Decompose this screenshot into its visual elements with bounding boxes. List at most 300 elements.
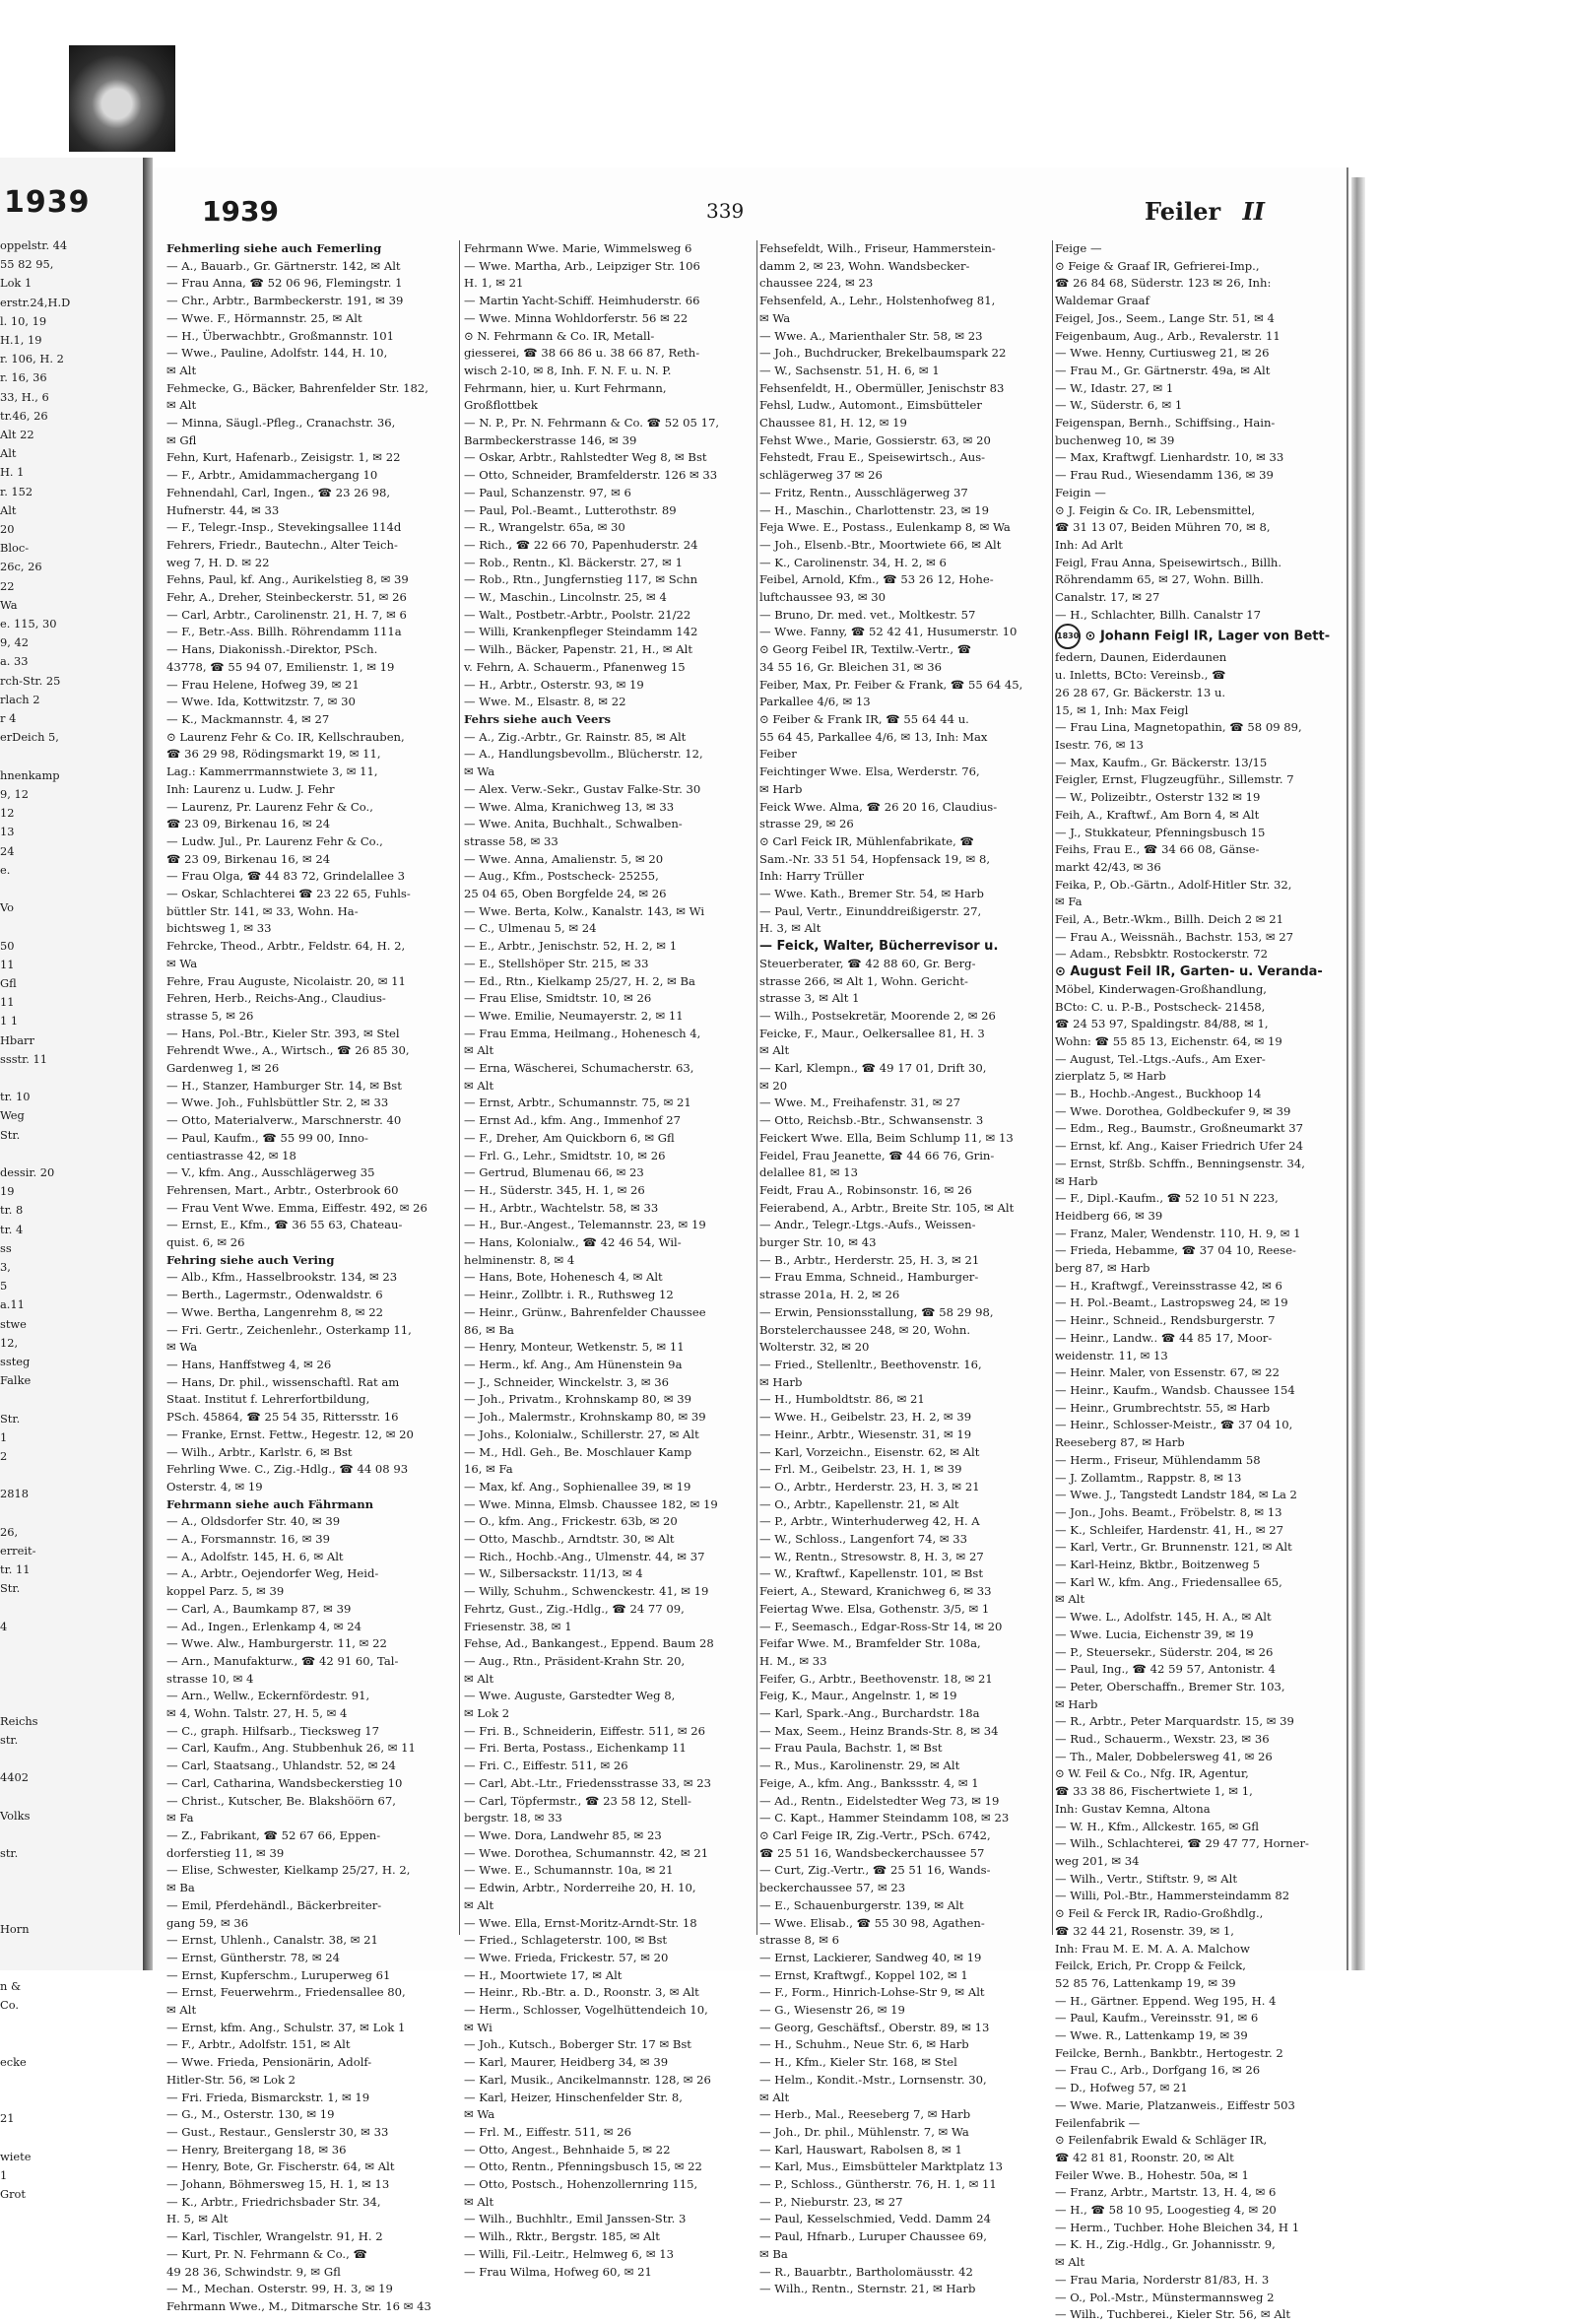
left-page-line bbox=[0, 1674, 138, 1693]
directory-entry: — Otto, Postsch., Hohenzollernring 115, bbox=[464, 2177, 698, 2192]
directory-entry: — Ernst Ad., kfm. Ang., Immenhof 27 bbox=[464, 1113, 681, 1128]
directory-entry: — Carl, Catharina, Wandsbeckerstieg 10 bbox=[166, 1775, 403, 1790]
directory-entry: ⊙ N. Fehrmann & Co. IR, Metall- bbox=[464, 328, 655, 343]
directory-entry: Fehrmann Wwe., M., Ditmarsche Str. 16 ✉ 43 bbox=[166, 2298, 431, 2313]
directory-entry: ⊙ Georg Feibel IR, Textilw.-Vertr., ☎ bbox=[759, 642, 972, 657]
directory-entry: Wohn: ☎ 55 85 13, Eichenstr. 64, ✉ 19 bbox=[1055, 1033, 1282, 1048]
directory-entry: — Frau Olga, ☎ 44 83 72, Grindelallee 3 bbox=[166, 869, 406, 884]
directory-entry: Feigel, Jos., Seem., Lange Str. 51, ✉ 4 bbox=[1055, 310, 1275, 325]
left-page-line bbox=[0, 1750, 138, 1768]
directory-entry: burger Str. 10, ✉ 43 bbox=[759, 1235, 877, 1250]
directory-entry: strasse 58, ✉ 33 bbox=[464, 833, 558, 848]
left-page-line bbox=[0, 1863, 138, 1882]
left-page-line: 22 bbox=[0, 578, 15, 593]
left-page-line: Gfl bbox=[0, 975, 17, 990]
directory-entry: — P., Schloss., Güntherstr. 76, H. 1, ✉ 11 bbox=[759, 2177, 997, 2192]
directory-entry: — K., Arbtr., Friedrichsbader Str. 34, bbox=[166, 2194, 381, 2209]
left-page-line: oppelstr. 44 bbox=[0, 238, 68, 252]
directory-entry: H. 1, ✉ 21 bbox=[464, 276, 524, 291]
directory-entry: damm 2, ✉ 23, Wohn. Wandsbecker- bbox=[759, 258, 970, 273]
directory-entry: — H., Kfm., Kieler Str. 168, ✉ Stel bbox=[759, 2055, 957, 2070]
left-page-line bbox=[0, 1636, 138, 1655]
directory-entry: — Wwe. Auguste, Garstedter Weg 8, bbox=[464, 1689, 676, 1703]
directory-entry: — H., Schuhm., Neue Str. 6, ✉ Harb bbox=[759, 2037, 969, 2052]
directory-entry: — Georg, Geschäftsf., Oberstr. 89, ✉ 13 bbox=[759, 2020, 990, 2034]
directory-entry: — A., Handlungsbevollm., Blücherstr. 12, bbox=[464, 747, 703, 762]
directory-entry: — W., Silbersackstr. 11/13, ✉ 4 bbox=[464, 1566, 643, 1581]
book-gutter bbox=[143, 158, 153, 1970]
directory-entry: ⊙ W. Feil & Co., Nfg. IR, Agentur, bbox=[1055, 1766, 1249, 1781]
directory-entry: Fehren, Herb., Reichs-Ang., Claudius- bbox=[166, 991, 386, 1006]
directory-entry: — Karl, Vertr., Gr. Brunnenstr. 121, ✉ Alt bbox=[1055, 1540, 1292, 1555]
columns bbox=[164, 240, 1346, 2322]
directory-entry: — Frau Anna, ☎ 52 06 96, Flemingstr. 1 bbox=[166, 276, 403, 291]
running-head bbox=[1145, 197, 1265, 226]
directory-entry: ✉ 4, Wohn. Talstr. 27, H. 5, ✉ 4 bbox=[166, 1706, 348, 1721]
directory-entry: dorferstieg 11, ✉ 39 bbox=[166, 1845, 285, 1860]
directory-entry: ⊙ Carl Feick IR, Mühlenfabrikate, ☎ bbox=[759, 833, 974, 848]
directory-entry: — Paul, Kaufm., Vereinsstr. 91, ✉ 6 bbox=[1055, 2011, 1259, 2025]
directory-entry: — Wwe. Lucia, Eichenstr 39, ✉ 19 bbox=[1055, 1627, 1254, 1641]
left-page-line: r. 16, 36 bbox=[0, 370, 47, 385]
directory-entry: — F., Seemasch., Edgar-Ross-Str 14, ✉ 20 bbox=[759, 1619, 1003, 1633]
directory-entry: — Laurenz, Pr. Laurenz Fehr & Co., bbox=[166, 799, 373, 814]
directory-entry: Fehrendt Wwe., A., Wirtsch., ☎ 26 85 30, bbox=[166, 1043, 410, 1058]
directory-entry: — Wilh., Schlachterei, ☎ 29 47 77, Horner- bbox=[1055, 1836, 1309, 1851]
directory-entry: Feigenspan, Bernh., Schiffsing., Hain- bbox=[1055, 416, 1276, 431]
directory-entry: — Wwe. Alw., Hamburgerstr. 11, ✉ 22 bbox=[166, 1636, 387, 1651]
directory-entry: ⊙ August Feil IR, Garten- u. Veranda- bbox=[1055, 964, 1323, 980]
directory-entry: Feih, A., Kraftwf., Am Born 4, ✉ Alt bbox=[1055, 807, 1260, 822]
directory-entry: — Edwin, Arbtr., Norderreihe 20, H. 10, bbox=[464, 1881, 696, 1895]
directory-entry: Feidt, Frau A., Robinsonstr. 16, ✉ 26 bbox=[759, 1182, 972, 1197]
directory-entry: — Frau C., Arb., Dorfgang 16, ✉ 26 bbox=[1055, 2063, 1261, 2078]
directory-entry: — Rich., ☎ 22 66 70, Papenhuderstr. 24 bbox=[464, 537, 698, 552]
directory-entry: Fehst Wwe., Marie, Gossierstr. 63, ✉ 20 bbox=[759, 432, 991, 447]
left-page-line bbox=[0, 917, 138, 936]
directory-entry: — Wilh., Arbtr., Karlstr. 6, ✉ Bst bbox=[166, 1444, 353, 1459]
directory-entry: ✉ Wa bbox=[166, 956, 198, 970]
directory-entry: 34 55 16, Gr. Bleichen 31, ✉ 36 bbox=[759, 659, 942, 674]
directory-entry: — F., Dipl.-Kaufm., ☎ 52 10 51 N 223, bbox=[1055, 1191, 1279, 1206]
directory-entry: ☎ 23 09, Birkenau 16, ✉ 24 bbox=[166, 851, 331, 866]
directory-entry: Fehns, Paul, kf. Ang., Aurikelstieg 8, ✉ 39 bbox=[166, 572, 409, 587]
directory-entry: — Franke, Ernst. Fettw., Hegestr. 12, ✉ 20 bbox=[166, 1427, 414, 1441]
directory-entry: — Frau Paula, Bachstr. 1, ✉ Bst bbox=[759, 1741, 943, 1756]
directory-entry: — Paul, Ing., ☎ 42 59 57, Antonistr. 4 bbox=[1055, 1662, 1276, 1677]
directory-entry: Großflottbek bbox=[464, 398, 538, 413]
directory-entry: — Frau Wilma, Hofweg 60, ✉ 21 bbox=[464, 2264, 652, 2279]
directory-entry: — H., Arbtr., Wachtelstr. 58, ✉ 33 bbox=[464, 1200, 659, 1215]
directory-entry: ✉ Harb bbox=[759, 1374, 803, 1389]
left-page-line: a. 33 bbox=[0, 654, 29, 669]
directory-entry: — Fried., Stellenltr., Beethovenstr. 16, bbox=[759, 1358, 982, 1371]
left-page-line: 11 bbox=[0, 957, 15, 971]
directory-entry: BCto: C. u. P.-B., Postscheck- 21458, bbox=[1055, 999, 1266, 1014]
directory-entry: ⊙ Feil & Ferck IR, Radio-Großhdlg., bbox=[1055, 1906, 1264, 1921]
directory-entry: — A., Forsmannstr. 16, ✉ 39 bbox=[166, 1532, 330, 1547]
directory-entry: ✉ Fa bbox=[166, 1811, 194, 1826]
left-page-line: 1 bbox=[0, 1429, 8, 1444]
directory-entry: Hufnerstr. 44, ✉ 33 bbox=[166, 502, 280, 517]
directory-entry: — Rich., Hochb.-Ang., Ulmenstr. 44, ✉ 37 bbox=[464, 1549, 705, 1563]
directory-entry: — Karl, Spark.-Ang., Burchardstr. 18a bbox=[759, 1706, 980, 1721]
directory-entry: Fehsl, Ludw., Automont., Eimsbütteler bbox=[759, 398, 982, 413]
directory-entry: — Ernst, Strßb. Schffn., Benningsenstr. 34, bbox=[1055, 1156, 1305, 1170]
left-page-line: 4402 bbox=[0, 1770, 29, 1785]
directory-entry: — Aug., Rtn., Präsident-Krahn Str. 20, bbox=[464, 1653, 686, 1668]
directory-entry: weg 7, H. D. ✉ 22 bbox=[166, 555, 270, 569]
directory-entry: luftchaussee 93, ✉ 30 bbox=[759, 590, 886, 605]
directory-entry: — Max, Seem., Heinz Brands-Str. 8, ✉ 34 bbox=[759, 1723, 999, 1738]
directory-entry: — Ernst, kfm. Ang., Schulstr. 37, ✉ Lok 1 bbox=[166, 2020, 406, 2034]
directory-entry: — Wwe. Berta, Kolw., Kanalstr. 143, ✉ Wi bbox=[464, 903, 705, 918]
directory-entry: — Wwe. E., Schumannstr. 10a, ✉ 21 bbox=[464, 1863, 674, 1878]
left-page-line: Str. bbox=[0, 1127, 21, 1142]
directory-entry: — H., Stanzer, Hamburger Str. 14, ✉ Bst bbox=[166, 1078, 402, 1093]
left-page-line: Lok 1 bbox=[0, 276, 33, 291]
photo-corner bbox=[69, 45, 175, 152]
directory-entry: — E., Arbtr., Jenischstr. 52, H. 2, ✉ 1 bbox=[464, 939, 678, 954]
directory-entry: Möbel, Kinderwagen-Großhandlung, bbox=[1055, 981, 1267, 996]
directory-entry: — F., Form., Hinrich-Lohse-Str 9, ✉ Alt bbox=[759, 1985, 985, 2000]
left-page-line bbox=[0, 747, 138, 765]
directory-entry: 55 64 45, Parkallee 4/6, ✉ 13, Inh: Max bbox=[759, 729, 988, 744]
directory-entry: — Wwe. Alma, Kranichweg 13, ✉ 33 bbox=[464, 799, 675, 814]
directory-entry: ☎ 32 44 21, Rosenstr. 39, ✉ 1, bbox=[1055, 1923, 1234, 1938]
left-page-year: 1939 bbox=[4, 185, 91, 220]
directory-entry: Feichtinger Wwe. Elsa, Werderstr. 76, bbox=[759, 764, 980, 779]
directory-entry: — Joh., Malermstr., Krohnskamp 80, ✉ 39 bbox=[464, 1410, 706, 1425]
left-page-line bbox=[0, 2128, 138, 2147]
left-page-line: ecke bbox=[0, 2054, 27, 2069]
running-head-name: Feiler bbox=[1145, 197, 1221, 226]
left-page-line: Vo bbox=[0, 900, 15, 915]
directory-entry: ✉ Ba bbox=[166, 1881, 195, 1895]
directory-entry: Fehmecke, G., Bäcker, Bahrenfelder Str. 182, bbox=[166, 380, 428, 395]
directory-entry: — W. H., Kfm., Allckestr. 165, ✉ Gfl bbox=[1055, 1819, 1260, 1833]
left-page-line: r. 152 bbox=[0, 484, 33, 498]
directory-entry: Feicke, F., Maur., Oelkersallee 81, H. 3 bbox=[759, 1026, 985, 1040]
directory-entry: — J., Stukkateur, Pfenningsbusch 15 bbox=[1055, 825, 1266, 839]
directory-entry: — Heinr., Schlosser-Meistr., ☎ 37 04 10, bbox=[1055, 1418, 1293, 1432]
directory-entry: — Fri. B., Schneiderin, Eiffestr. 511, ✉ 26 bbox=[464, 1723, 705, 1738]
directory-entry: — W., Maschin., Lincolnstr. 25, ✉ 4 bbox=[464, 590, 667, 605]
directory-entry: — Minna, Säugl.-Pfleg., Cranachstr. 36, bbox=[166, 416, 396, 431]
directory-entry: wisch 2-10, ✉ 8, Inh. F. N. F. u. N. P. bbox=[464, 363, 672, 377]
directory-entry: — Willi, Fil.-Leitr., Helmweg 6, ✉ 13 bbox=[464, 2246, 674, 2261]
directory-entry: — Wwe. Kath., Bremer Str. 54, ✉ Harb bbox=[759, 887, 984, 901]
left-page-line bbox=[0, 1655, 138, 1674]
directory-entry: — D., Hofweg 57, ✉ 21 bbox=[1055, 2081, 1188, 2095]
directory-entry: — Karl, Maurer, Heidberg 34, ✉ 39 bbox=[464, 2055, 669, 2070]
directory-entry: — Wwe. Ella, Ernst-Moritz-Arndt-Str. 18 bbox=[464, 1915, 697, 1930]
left-page-line: Alt bbox=[0, 446, 17, 461]
directory-entry: — Ludw. Jul., Pr. Laurenz Fehr & Co., bbox=[166, 833, 383, 848]
directory-entry: — Heinr., Zollbtr. i. R., Ruthsweg 12 bbox=[464, 1288, 674, 1302]
directory-entry: — Heinr., Kaufm., Wandsb. Chaussee 154 bbox=[1055, 1383, 1295, 1397]
directory-entry: — Karl, Hauswart, Rabolsen 8, ✉ 1 bbox=[759, 2142, 962, 2157]
directory-entry: v. Fehrn, A. Schauerm., Pfanenweg 15 bbox=[464, 659, 686, 674]
left-page-line: 1 1 bbox=[0, 1014, 19, 1029]
directory-entry: — Otto, Maschb., Arndtstr. 30, ✉ Alt bbox=[464, 1532, 675, 1547]
left-page-line: Alt bbox=[0, 502, 17, 517]
directory-entry: weidenstr. 11, ✉ 13 bbox=[1055, 1348, 1168, 1362]
directory-entry: 49 28 36, Schwindstr. 9, ✉ Gfl bbox=[166, 2264, 341, 2279]
directory-entry: — Frau Vent Wwe. Emma, Eiffestr. 492, ✉ 26 bbox=[166, 1200, 427, 1215]
directory-entry: strasse 29, ✉ 26 bbox=[759, 817, 854, 831]
directory-entry: — Wwe. Frieda, Frickestr. 57, ✉ 20 bbox=[464, 1950, 669, 1964]
left-page-line: tr. 10 bbox=[0, 1090, 31, 1104]
directory-entry: Fehrling Wwe. C., Zig.-Hdlg., ☎ 44 08 93 bbox=[166, 1462, 409, 1477]
directory-entry: Feil, A., Betr.-Wkm., Billh. Deich 2 ✉ 21 bbox=[1055, 912, 1283, 927]
directory-entry: — C. Kapt., Hammer Steindamm 108, ✉ 23 bbox=[759, 1811, 1010, 1826]
directory-entry: — Carl, Arbtr., Carolinenstr. 21, H. 7, ✉ 6 bbox=[166, 607, 407, 622]
directory-entry: — Heinr., Grumbrechtstr. 55, ✉ Harb bbox=[1055, 1400, 1271, 1415]
directory-entry: — Wwe. Joh., Fuhlsbüttler Str. 2, ✉ 33 bbox=[166, 1096, 389, 1110]
left-page-line: str. bbox=[0, 1733, 19, 1748]
directory-entry: — M., Mechan. Osterstr. 99, H. 3, ✉ 19 bbox=[166, 2282, 393, 2296]
directory-entry: ✉ 20 bbox=[759, 1078, 788, 1093]
page-year: 1939 bbox=[202, 195, 279, 228]
left-page-line bbox=[0, 880, 138, 898]
directory-entry: Feig, K., Maur., Angelnstr. 1, ✉ 19 bbox=[759, 1689, 957, 1703]
directory-entry: Fehre, Frau Auguste, Nicolaistr. 20, ✉ 11 bbox=[166, 973, 406, 988]
directory-entry: — P., Nieburstr. 23, ✉ 27 bbox=[759, 2194, 903, 2209]
directory-entry: — Wwe. Bertha, Langenrehm 8, ✉ 22 bbox=[166, 1304, 383, 1319]
directory-entry: Fehrcke, Theod., Arbtr., Feldstr. 64, H. 2, bbox=[166, 939, 406, 954]
directory-entry: Feiber, Max, Pr. Feiber & Frank, ☎ 55 64 45, bbox=[759, 677, 1023, 692]
directory-entry: 26 28 67, Gr. Bäckerstr. 13 u. bbox=[1055, 685, 1226, 699]
directory-entry: — Erna, Wäscherei, Schumacherstr. 63, bbox=[464, 1061, 694, 1076]
left-page-line: Weg bbox=[0, 1108, 25, 1123]
directory-entry: — Fri. Frieda, Bismarckstr. 1, ✉ 19 bbox=[166, 2090, 370, 2104]
directory-entry: — Joh., Elsenb.-Btr., Moortwiete 66, ✉ Alt bbox=[759, 537, 1002, 552]
directory-entry: — Hans, Kolonialw., ☎ 42 46 54, Wil- bbox=[464, 1235, 682, 1250]
directory-entry: Fehstedt, Frau E., Speisewirtsch., Aus- bbox=[759, 450, 986, 465]
directory-entry: — Rob., Rtn., Jungfernstieg 117, ✉ Schn bbox=[464, 572, 698, 587]
directory-entry: — G., Wiesenstr 26, ✉ 19 bbox=[759, 2003, 905, 2018]
left-page-line bbox=[0, 1145, 138, 1163]
directory-entry: — Otto, Schneider, Bramfelderstr. 126 ✉ 33 bbox=[464, 468, 718, 483]
directory-entry: beckerchaussee 57, ✉ 23 bbox=[759, 1881, 906, 1895]
directory-entry: — Wwe. Anita, Buchhalt., Schwalben- bbox=[464, 817, 683, 831]
directory-entry: — H., Süderstr. 345, H. 1, ✉ 26 bbox=[464, 1182, 645, 1197]
directory-entry: — H., Schlachter, Billh. Canalstr 17 bbox=[1055, 607, 1262, 622]
directory-entry: — C., graph. Hilfsarb., Tiecksweg 17 bbox=[166, 1723, 380, 1738]
directory-entry: Lag.: Kammerrmannstwiete 3, ✉ 11, bbox=[166, 764, 378, 779]
directory-entry: ⊙ Carl Feige IR, Zig.-Vertr., PSch. 6742, bbox=[759, 1827, 991, 1842]
directory-entry: — Herm., Tuchber. Hohe Bleichen 34, H 1 bbox=[1055, 2220, 1300, 2234]
directory-entry: — F., Arbtr., Adolfstr. 151, ✉ Alt bbox=[166, 2037, 351, 2052]
directory-entry: — Feick, Walter, Bücherrevisor u. bbox=[759, 939, 999, 955]
directory-entry: — Curt, Zig.-Vertr., ☎ 25 51 16, Wands- bbox=[759, 1863, 991, 1878]
directory-entry: — Oskar, Arbtr., Rahlstedter Weg 8, ✉ Bst bbox=[464, 450, 707, 465]
directory-entry: ✉ Lok 2 bbox=[464, 1706, 510, 1721]
directory-entry: — Wwe. M., Freihafenstr. 31, ✉ 27 bbox=[759, 1096, 960, 1110]
left-page-line: 33, H., 6 bbox=[0, 389, 49, 404]
directory-entry: — Carl, Abt.-Ltr., Friedensstrasse 33, ✉ 23 bbox=[464, 1775, 712, 1790]
directory-entry: — Carl, Staatsang., Uhlandstr. 52, ✉ 24 bbox=[166, 1759, 396, 1773]
directory-entry: Borstelerchaussee 248, ✉ 20, Wohn. bbox=[759, 1322, 971, 1337]
directory-entry: — Wilh., Rentn., Sternstr. 21, ✉ Harb bbox=[759, 2282, 976, 2296]
directory-entry: — Wwe. Dorothea, Goldbeckufer 9, ✉ 39 bbox=[1055, 1103, 1291, 1118]
directory-entry: — Alb., Kfm., Hasselbrookstr. 134, ✉ 23 bbox=[166, 1270, 398, 1285]
directory-entry: — Wwe. Anna, Amalienstr. 5, ✉ 20 bbox=[464, 851, 664, 866]
directory-entry: — Paul, Hfnarb., Luruper Chaussee 69, bbox=[759, 2229, 987, 2244]
directory-entry: ✉ Wa bbox=[759, 310, 791, 325]
directory-entry: Parkallee 4/6, ✉ 13 bbox=[759, 695, 871, 709]
directory-entry: — Franz, Arbtr., Martstr. 13, H. 4, ✉ 6 bbox=[1055, 2185, 1277, 2200]
left-page-line bbox=[0, 1958, 138, 1976]
directory-entry: chaussee 224, ✉ 23 bbox=[759, 276, 874, 291]
directory-entry: — H., Bur.-Angest., Telemannstr. 23, ✉ 19 bbox=[464, 1218, 706, 1232]
directory-entry: Osterstr. 4, ✉ 19 bbox=[166, 1479, 263, 1494]
left-page-line: Bloc- bbox=[0, 541, 30, 556]
left-page-line: 26, bbox=[0, 1524, 19, 1539]
directory-entry: — H., Humboldtstr. 86, ✉ 21 bbox=[759, 1392, 925, 1407]
directory-entry: Staat. Institut f. Lehrerfortbildung, bbox=[166, 1392, 370, 1407]
directory-entry: — Franz, Maler, Wendenstr. 110, H. 9, ✉ 1 bbox=[1055, 1226, 1301, 1240]
left-page-line: l. 10, 19 bbox=[0, 313, 47, 328]
directory-entry: — R., Wrangelstr. 65a, ✉ 30 bbox=[464, 520, 625, 535]
directory-entry: — W., Sachsenstr. 51, H. 6, ✉ 1 bbox=[759, 363, 940, 377]
directory-entry: — K., Mackmannstr. 4, ✉ 27 bbox=[166, 711, 330, 726]
directory-entry: 25 04 65, Oben Borgfelde 24, ✉ 26 bbox=[464, 887, 667, 901]
directory-entry: — Wwe. H., Geibelstr. 23, H. 2, ✉ 39 bbox=[759, 1410, 972, 1425]
directory-entry: — Herm., kf. Ang., Am Hünenstein 9a bbox=[464, 1358, 683, 1371]
directory-entry: PSch. 45864, ☎ 25 54 35, Rittersstr. 16 bbox=[166, 1410, 399, 1425]
directory-entry: markt 42/43, ✉ 36 bbox=[1055, 859, 1161, 874]
directory-entry: — Frau Helene, Hofweg 39, ✉ 21 bbox=[166, 677, 360, 692]
directory-entry: — J. Zollamtm., Rappstr. 8, ✉ 13 bbox=[1055, 1470, 1242, 1485]
left-page-line: tr. 4 bbox=[0, 1222, 24, 1236]
directory-entry: — Wwe. Marie, Platzanweis., Eiffestr 503 bbox=[1055, 2097, 1295, 2112]
left-page-line bbox=[0, 1883, 138, 1901]
directory-entry: — Ernst, Lackierer, Sandweg 40, ✉ 19 bbox=[759, 1950, 982, 1964]
left-page-line: 20 bbox=[0, 522, 15, 537]
left-page-line bbox=[0, 1788, 138, 1807]
directory-entry: — Willy, Schuhm., Schwenckestr. 41, ✉ 19 bbox=[464, 1584, 709, 1599]
left-page-line: a.11 bbox=[0, 1297, 25, 1312]
directory-entry: Feigler, Ernst, Flugzeugführ., Sillemstr. 7 bbox=[1055, 772, 1294, 787]
left-page-line: Falke bbox=[0, 1373, 32, 1388]
directory-entry: Feja Wwe. E., Postass., Eulenkamp 8, ✉ Wa bbox=[759, 520, 1011, 535]
directory-entry: — F., Telegr.-Insp., Stevekingsallee 114d bbox=[166, 520, 402, 535]
directory-entry: ⊙ J. Feigin & Co. IR, Lebensmittel, bbox=[1055, 502, 1256, 517]
directory-entry: — Joh., Privatm., Krohnskamp 80, ✉ 39 bbox=[464, 1392, 692, 1407]
directory-entry: ✉ Harb bbox=[1055, 1173, 1098, 1188]
directory-entry: — O., Pol.-Mstr., Münstermannsweg 2 bbox=[1055, 2290, 1275, 2304]
section-heading: Fehrs siehe auch Veers bbox=[464, 711, 612, 726]
directory-entry: — H., Gärtner. Eppend. Weg 195, H. 4 bbox=[1055, 1993, 1277, 2008]
left-page-line: erstr.24,H.D bbox=[0, 295, 71, 309]
directory-entry: — Carl, A., Baumkamp 87, ✉ 39 bbox=[166, 1601, 352, 1616]
directory-entry: — Herm., Friseur, Mühlendamm 58 bbox=[1055, 1452, 1261, 1467]
directory-entry: — Wwe. F., Hörmannstr. 25, ✉ Alt bbox=[166, 310, 362, 325]
directory-entry: — Hans, Bote, Hohenesch 4, ✉ Alt bbox=[464, 1270, 663, 1285]
directory-entry: Inh: Ad Arlt bbox=[1055, 537, 1123, 552]
left-page-line: 5 bbox=[0, 1279, 8, 1294]
directory-entry: strasse 8, ✉ 6 bbox=[759, 1933, 840, 1948]
column-4 bbox=[1053, 240, 1348, 2322]
directory-entry: — Joh., Buchdrucker, Brekelbaumspark 22 bbox=[759, 346, 1007, 361]
left-page-line: 2818 bbox=[0, 1487, 29, 1501]
left-page-line: Str. bbox=[0, 1581, 21, 1596]
directory-entry: — Herm., Schlosser, Vogelhüttendeich 10, bbox=[464, 2003, 708, 2018]
directory-entry: strasse 201a, H. 2, ✉ 26 bbox=[759, 1288, 900, 1302]
directory-entry: Reeseberg 87, ✉ Harb bbox=[1055, 1435, 1185, 1450]
directory-entry: Canalstr. 17, ✉ 27 bbox=[1055, 590, 1160, 605]
directory-entry: — Rob., Rentn., Kl. Bäckerstr. 27, ✉ 1 bbox=[464, 555, 683, 569]
directory-entry: Feigin — bbox=[1055, 485, 1106, 499]
directory-entry: — W., Idastr. 27, ✉ 1 bbox=[1055, 380, 1174, 395]
directory-entry: ☎ 26 84 68, Süderstr. 123 ✉ 26, Inh: bbox=[1055, 276, 1272, 291]
directory-entry: — Herb., Mal., Reeseberg 7, ✉ Harb bbox=[759, 2107, 971, 2122]
directory-entry: u. Inletts, BCto: Vereinsb., ☎ bbox=[1055, 668, 1226, 683]
directory-entry: 52 85 76, Lattenkamp 19, ✉ 39 bbox=[1055, 1975, 1236, 1990]
column-rule bbox=[459, 240, 460, 1935]
directory-entry: ⊙ Laurenz Fehr & Co. IR, Kellschrauben, bbox=[166, 729, 405, 744]
directory-entry: — B., Hochb.-Angest., Buckhoop 14 bbox=[1055, 1087, 1262, 1101]
left-page-line: e. bbox=[0, 862, 11, 877]
left-page-line: erDeich 5, bbox=[0, 730, 59, 745]
directory-entry: — Ed., Rtn., Kielkamp 25/27, H. 2, ✉ Ba bbox=[464, 973, 695, 988]
directory-entry: H. M., ✉ 33 bbox=[759, 1653, 827, 1668]
directory-entry: ✉ Harb bbox=[759, 781, 803, 796]
left-page-line bbox=[0, 2033, 138, 2052]
directory-entry: — Adam., Rebsbktr. Rostockerstr. 72 bbox=[1055, 947, 1268, 962]
directory-entry: — Max, Kraftwgf. Lienhardstr. 10, ✉ 33 bbox=[1055, 450, 1284, 465]
directory-entry: — Max, Kaufm., Gr. Bäckerstr. 13/15 bbox=[1055, 755, 1268, 769]
directory-entry: ☎ 42 81 81, Roonstr. 20, ✉ Alt bbox=[1055, 2150, 1234, 2164]
directory-entry: — Aug., Kfm., Postscheck- 25255, bbox=[464, 869, 659, 884]
directory-entry: — Wwe. Henny, Curtiusweg 21, ✉ 26 bbox=[1055, 346, 1270, 361]
directory-entry: — Paul, Schanzenstr. 97, ✉ 6 bbox=[464, 485, 631, 499]
directory-entry: — Hans, Pol.-Btr., Kieler Str. 393, ✉ Stel bbox=[166, 1026, 400, 1040]
directory-entry: — K. H., Zig.-Hdlg., Gr. Johannisstr. 9, bbox=[1055, 2237, 1276, 2252]
directory-entry: — Gust., Restaur., Genslerstr 30, ✉ 33 bbox=[166, 2124, 389, 2139]
directory-entry: — Jon., Johs. Beamt., Fröbelstr. 8, ✉ 13 bbox=[1055, 1504, 1282, 1519]
directory-entry: ✉ Wa bbox=[464, 2107, 495, 2122]
left-page-line: Alt 22 bbox=[0, 428, 34, 442]
left-page-line: r 4 bbox=[0, 711, 17, 726]
directory-entry: — O., kfm. Ang., Frickestr. 63b, ✉ 20 bbox=[464, 1514, 678, 1529]
directory-entry: — Hans, Diakonissh.-Direktor, PSch. bbox=[166, 642, 378, 657]
directory-entry: — F., Arbtr., Amidammachergang 10 bbox=[166, 468, 378, 483]
directory-entry: strasse 10, ✉ 4 bbox=[166, 1671, 254, 1686]
directory-entry: — M., Hdl. Geh., Be. Moschlauer Kamp bbox=[464, 1444, 692, 1459]
left-page-lines bbox=[0, 236, 138, 2204]
directory-entry: 16, ✉ Fa bbox=[464, 1462, 513, 1477]
directory-entry: — Wwe. Dorothea, Schumannstr. 42, ✉ 21 bbox=[464, 1845, 709, 1860]
directory-entry: — Johann, Böhmersweg 15, H. 1, ✉ 13 bbox=[166, 2177, 390, 2192]
directory-entry: — H., Moortwiete 17, ✉ Alt bbox=[464, 1967, 623, 1982]
directory-entry: — H., ☎ 58 10 95, Loogestieg 4, ✉ 20 bbox=[1055, 2203, 1277, 2218]
left-page-line: Horn bbox=[0, 1922, 30, 1937]
directory-entry: — Wwe. Frieda, Pensionärin, Adolf- bbox=[166, 2055, 372, 2070]
directory-entry: — Paul, Kesselschmied, Vedd. Damm 24 bbox=[759, 2212, 991, 2226]
directory-entry: — Bruno, Dr. med. vet., Moltkestr. 57 bbox=[759, 607, 976, 622]
directory-entry: — Otto, Rentn., Pfenningsbusch 15, ✉ 22 bbox=[464, 2159, 702, 2174]
directory-entry: ✉ Alt bbox=[1055, 1592, 1085, 1607]
left-page-line: tr. 11 bbox=[0, 1562, 31, 1577]
directory-entry: — Wwe. Minna Wohldorferstr. 56 ✉ 22 bbox=[464, 310, 689, 325]
left-page-line bbox=[0, 2072, 138, 2091]
directory-entry: — Ernst, E., Kfm., ☎ 36 55 63, Chateau- bbox=[166, 1218, 403, 1232]
left-page-line: 24 bbox=[0, 843, 15, 858]
directory-entry: — Andr., Telegr.-Ltgs.-Aufs., Weissen- bbox=[759, 1218, 976, 1232]
